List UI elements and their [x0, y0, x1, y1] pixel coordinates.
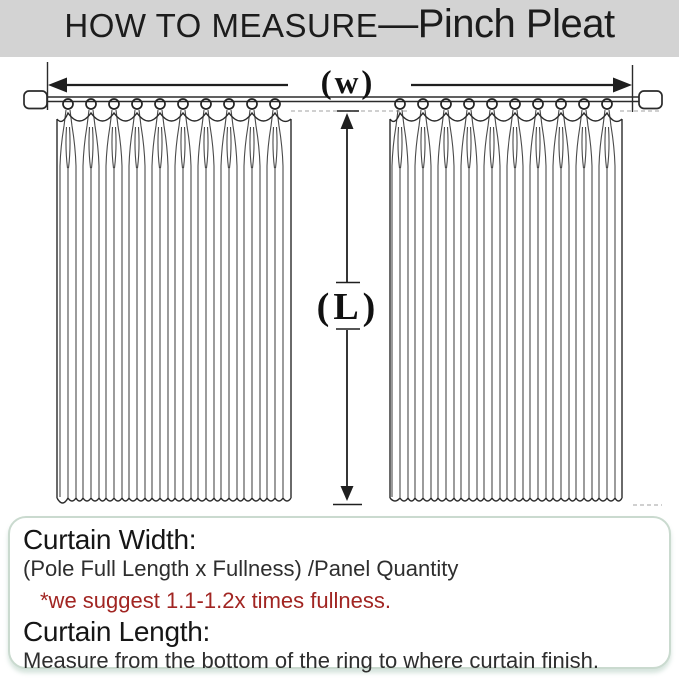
- right-curtain-panel: [390, 99, 622, 501]
- curtain-ring-icon: [155, 99, 165, 109]
- width-arrowhead-right-icon: [613, 78, 632, 93]
- curtain-width-heading: Curtain Width:: [23, 524, 197, 555]
- curtain-ring-icon: [201, 99, 211, 109]
- left-finial-icon: [24, 91, 47, 109]
- width-arrow: [48, 62, 633, 112]
- measurement-info-box: [8, 516, 671, 674]
- curtain-ring-icon: [602, 99, 612, 109]
- fullness-note: *we suggest 1.1-1.2x times fullness.: [40, 587, 391, 613]
- curtain-ring-icon: [132, 99, 142, 109]
- page-title-measure: HOW TO MEASURE: [64, 7, 379, 44]
- curtain-ring-icon: [510, 99, 520, 109]
- curtain-ring-icon: [418, 99, 428, 109]
- curtain-ring-icon: [533, 99, 543, 109]
- page-title-style: —Pinch Pleat: [378, 2, 615, 46]
- curtain-ring-icon: [579, 99, 589, 109]
- curtain-ring-icon: [395, 99, 405, 109]
- curtain-ring-icon: [464, 99, 474, 109]
- length-arrowhead-top-icon: [341, 113, 354, 129]
- width-label: (w): [320, 65, 376, 101]
- curtain-ring-icon: [178, 99, 188, 109]
- curtain-ring-icon: [86, 99, 96, 109]
- curtain-ring-icon: [556, 99, 566, 109]
- curtain-width-formula: (Pole Full Length x Fullness) /Panel Quantity: [23, 556, 459, 582]
- curtain-length-heading: Curtain Length:: [23, 615, 210, 647]
- curtain-ring-icon: [63, 99, 73, 109]
- curtain-ring-icon: [270, 99, 280, 109]
- curtain-ring-icon: [224, 99, 234, 109]
- curtain-ring-icon: [247, 99, 257, 109]
- length-arrow: [317, 111, 380, 505]
- length-arrowhead-bottom-icon: [341, 486, 354, 501]
- curtain-ring-icon: [109, 99, 119, 109]
- length-label: (L): [316, 286, 380, 328]
- right-finial-icon: [639, 91, 662, 109]
- curtain-length-instruction: Measure from the bottom of the ring to where curtain finish.: [23, 648, 599, 674]
- left-curtain-panel: [57, 99, 291, 503]
- width-arrowhead-left-icon: [48, 78, 67, 93]
- curtain-ring-icon: [441, 99, 451, 109]
- curtain-ring-icon: [487, 99, 497, 109]
